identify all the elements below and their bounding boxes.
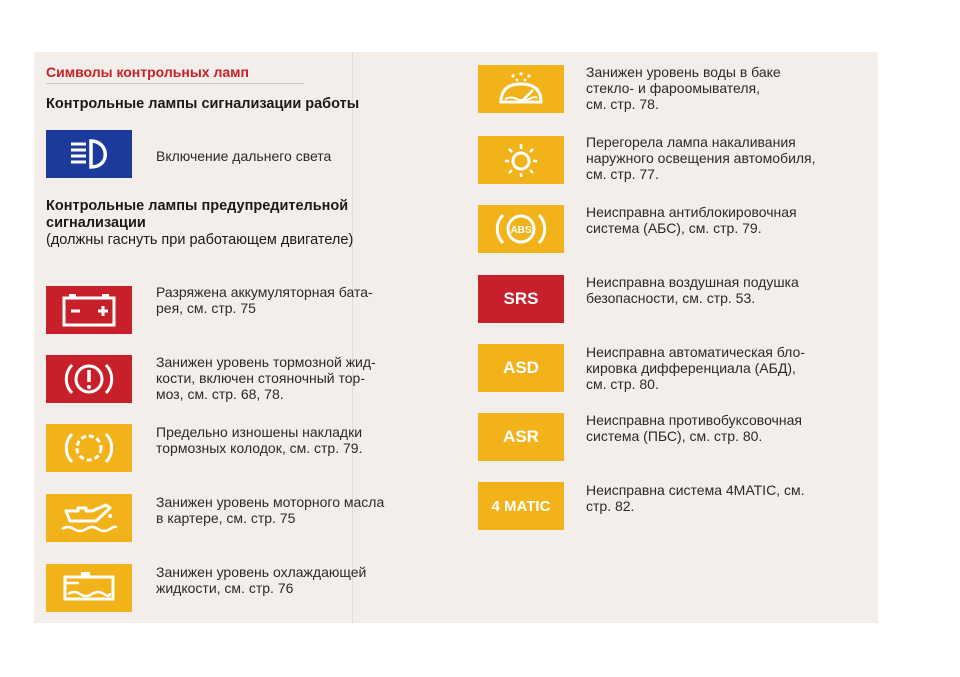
- bulb-failure-description: Перегорела лампа накаливания наружного освещения автомобиля, см. стр. 77.: [586, 134, 816, 182]
- section-title-underline: [46, 83, 304, 84]
- high-beam-description: Включение дальнего света: [156, 148, 332, 164]
- oil-can-icon: [58, 499, 120, 537]
- section-title: Символы контрольных ламп: [46, 64, 249, 80]
- asd-lamp: [478, 344, 564, 392]
- srs-lamp: [478, 275, 564, 323]
- asd-description: Неисправна автоматическая бло- кировка дифференциала (АБД), см. стр. 80.: [586, 344, 805, 392]
- battery-lamp: [46, 286, 132, 334]
- brake-pad-wear-description: Предельно изношены накладки тормозных колодок, см. стр. 79.: [156, 424, 363, 456]
- asr-icon: ASR: [503, 427, 539, 446]
- srs-description: Неисправна воздушная подушка безопасности, см. стр. 53.: [586, 274, 799, 306]
- heading-operation-lamps: Контрольные лампы сигнализации работы: [46, 96, 360, 112]
- asr-lamp: [478, 413, 564, 461]
- brake-pad-wear-lamp: [46, 424, 132, 472]
- brake-warning-lamp: [46, 355, 132, 403]
- 4matic-icon: 4 MATIC: [491, 497, 551, 515]
- abs-description: Неисправна антиблокировочная система (АБС), см. стр. 79.: [586, 204, 797, 236]
- warning-note: (должны гаснуть при работающем двигателе): [46, 232, 354, 248]
- 4matic-lamp: [478, 482, 564, 530]
- brake-warning-description: Занижен уровень тормозной жид- кости, включен стояночный тор- моз, см. стр. 68, 78.: [156, 354, 376, 402]
- abs-icon: [491, 209, 551, 249]
- asr-description: Неисправна противобуксовочная система (ПБС), см. стр. 80.: [586, 412, 802, 444]
- brake-pad-wear-icon: [61, 429, 117, 467]
- oil-level-description: Занижен уровень моторного масла в картере, см. стр. 75: [156, 494, 385, 526]
- srs-icon: SRS: [503, 289, 539, 308]
- battery-description: Разряжена аккумуляторная бата- рея, см. стр. 75: [156, 284, 373, 316]
- heading-warning-lamps-line1: Контрольные лампы предупредительной: [46, 198, 349, 214]
- abs-lamp: [478, 205, 564, 253]
- washer-fluid-description: Занижен уровень воды в баке стекло- и фароомывателя, см. стр. 78.: [586, 64, 781, 112]
- brake-warning-icon: [61, 360, 117, 398]
- asd-icon: ASD: [503, 358, 539, 377]
- oil-level-lamp: [46, 494, 132, 542]
- high-beam-lamp: [46, 130, 132, 178]
- coolant-level-description: Занижен уровень охлаждающей жидкости, см. стр. 76: [156, 564, 367, 596]
- washer-fluid-lamp: [478, 65, 564, 113]
- abs-icon-label: ABS: [510, 225, 532, 236]
- heading-warning-lamps-line2: сигнализации: [46, 215, 146, 231]
- manual-page: [34, 52, 878, 623]
- high-beam-icon: [61, 137, 117, 171]
- 4matic-description: Неисправна система 4MATIC, см. стр. 82.: [586, 482, 805, 514]
- coolant-level-lamp: [46, 564, 132, 612]
- coolant-level-icon: [59, 569, 119, 607]
- washer-fluid-icon: [491, 70, 551, 108]
- battery-icon: [60, 292, 118, 328]
- column-divider: [352, 52, 353, 623]
- bulb-failure-icon: [493, 141, 549, 179]
- bulb-failure-lamp: [478, 136, 564, 184]
